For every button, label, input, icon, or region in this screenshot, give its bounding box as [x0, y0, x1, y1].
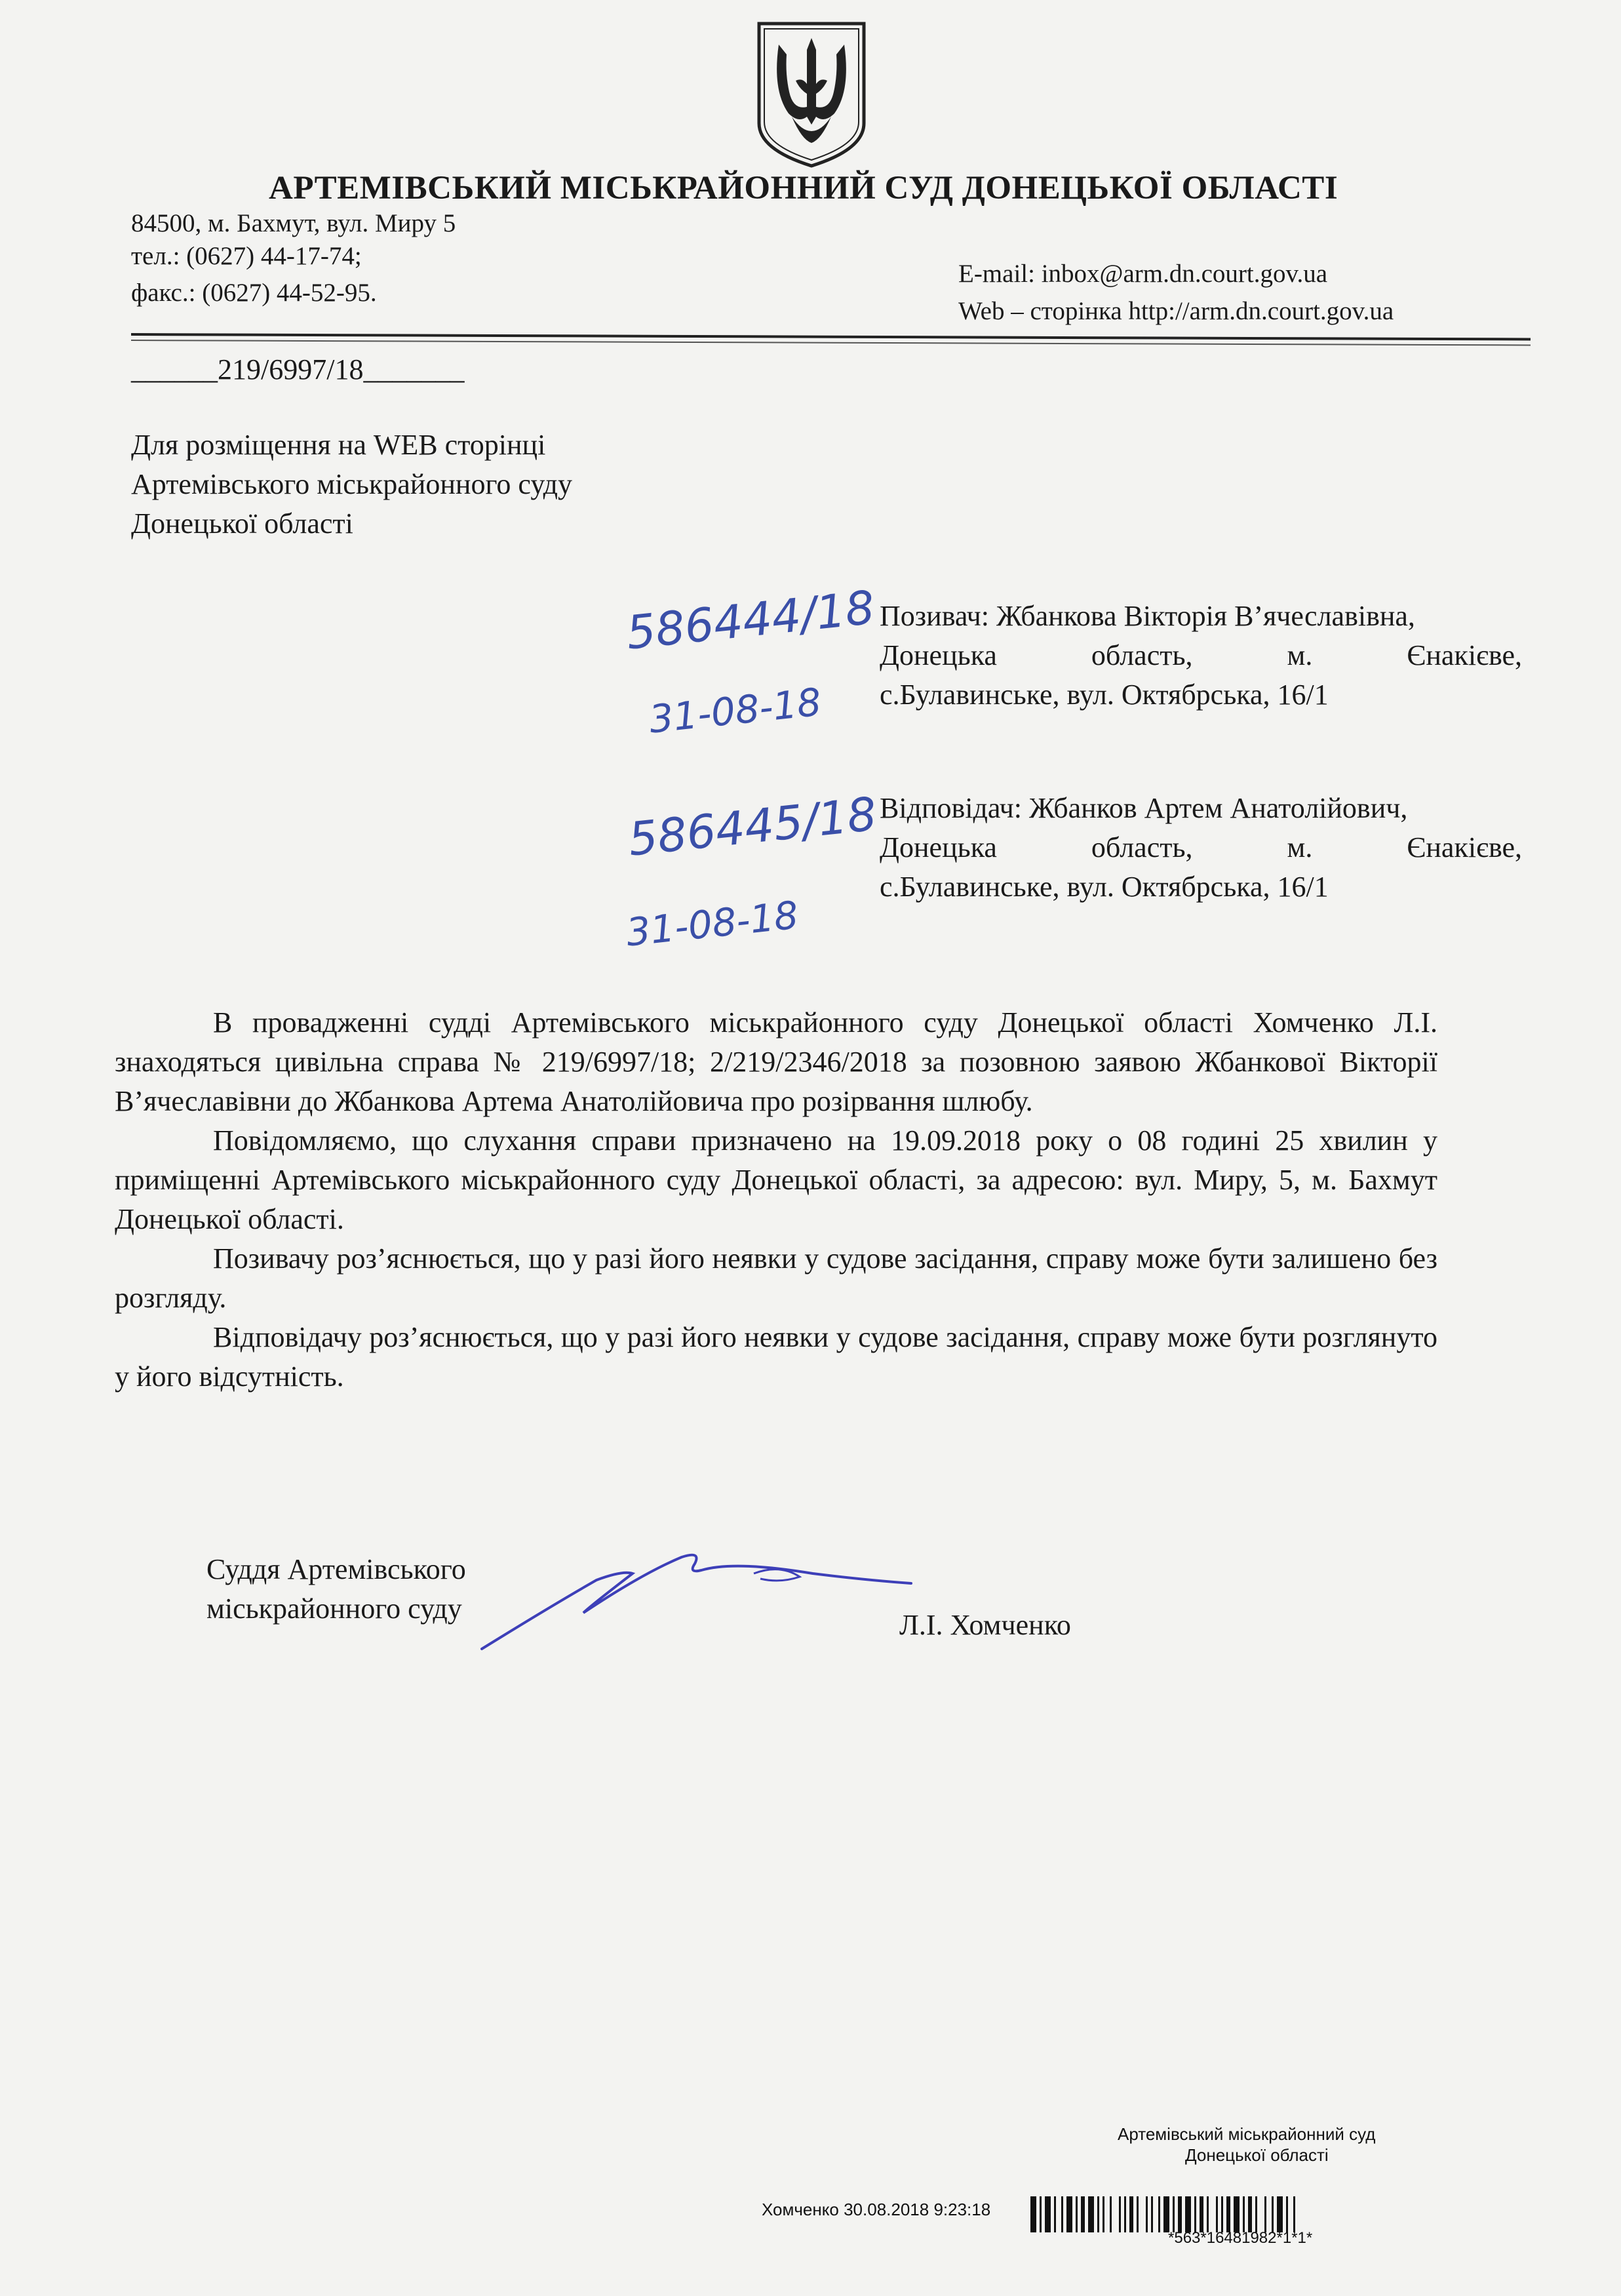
- handwritten-signature: [472, 1534, 918, 1659]
- plaintiff-region: Донецька область, м. Єнакієве,: [880, 639, 1522, 671]
- plaintiff-street: с.Булавинське, вул. Октябрська, 16/1: [880, 679, 1329, 711]
- plaintiff-block: [880, 597, 1522, 715]
- paragraph-plaintiff-notice: Позивачу роз’яснюється, що у разі його неявки у судове засідання, справу може бути залишено без розгляду.: [115, 1242, 1437, 1314]
- handwritten-reg-number-1: 586444/18: [623, 580, 878, 660]
- barcode-text: *563*16481982*1*1*: [1168, 2229, 1313, 2247]
- paragraph-hearing: Повідомляємо, що слухання справи призначено на 19.09.2018 року о 08 годині 25 хвилин у приміщенні Артемівського міськрайонного суду Донецької області, за адресою: вул. Миру, 5, м. Бахмут Донецької області.: [115, 1124, 1437, 1235]
- recipient-line-1: Для розміщення на WEB сторінці: [131, 429, 546, 461]
- stamp-user-time: Хомченко 30.08.2018 9:23:18: [762, 2200, 991, 2219]
- recipient-line-2: Артемівського міськрайонного суду: [131, 468, 572, 500]
- handwritten-reg-number-2: 586445/18: [625, 787, 880, 867]
- header-rule: [131, 333, 1531, 340]
- paragraph-defendant-notice: Відповідачу роз’яснюється, що у разі його неявки у судове засідання, справу може бути розглянуто у його відсутність.: [115, 1321, 1437, 1393]
- notice-body: [115, 1003, 1437, 1396]
- stamp-org-line-2: Донецької області: [1185, 2145, 1329, 2165]
- court-fax: факс.: (0627) 44-52-95.: [131, 279, 377, 307]
- defendant-name: Відповідач: Жбанков Артем Анатолійович,: [880, 792, 1408, 824]
- paragraph-case: В провадженні судді Артемівського міськрайонного суду Донецької області Хомченко Л.І. знаходяться цивільна справа № 219/6997/18; 2/219/2346/2018 за позовною заявою Жбанкової Вікторії В’ячеславівни до Жбанкова Артема Анатолійовича про розірвання шлюбу.: [115, 1006, 1437, 1117]
- case-reference: ______219/6997/18_______: [131, 353, 465, 386]
- court-phone: тел.: (0627) 44-17-74;: [131, 242, 362, 270]
- court-email: E-mail: inbox@arm.dn.court.gov.ua: [958, 260, 1328, 288]
- signature-title-line-1: Суддя Артемівського: [206, 1553, 466, 1585]
- court-name: АРТЕМІВСЬКИЙ МІСЬКРАЙОННИЙ СУД ДОНЕЦЬКОЇ ОБЛАСТІ: [269, 170, 1338, 207]
- handwritten-date-2: 31-08-18: [624, 892, 801, 955]
- stamp-org-line-1: Артемівський міськрайонний суд: [1118, 2124, 1376, 2144]
- signature-name: Л.І. Хомченко: [899, 1609, 1071, 1641]
- registration-barcode: [1030, 2196, 1496, 2232]
- header-rule-thin: [131, 340, 1531, 346]
- plaintiff-name: Позивач: Жбанкова Вікторія В’ячеславівна,: [880, 600, 1415, 632]
- recipient-line-3: Донецької області: [131, 507, 353, 540]
- coat-of-arms-icon: [752, 18, 870, 169]
- court-address: 84500, м. Бахмут, вул. Миру 5: [131, 209, 456, 237]
- defendant-region: Донецька область, м. Єнакієве,: [880, 831, 1522, 863]
- defendant-block: [880, 789, 1522, 907]
- defendant-street: с.Булавинське, вул. Октябрська, 16/1: [880, 871, 1329, 903]
- court-website: Web – сторінка http://arm.dn.court.gov.ua: [958, 297, 1394, 325]
- signature-title-line-2: міськрайонного суду: [206, 1593, 462, 1625]
- handwritten-date-1: 31-08-18: [647, 679, 824, 742]
